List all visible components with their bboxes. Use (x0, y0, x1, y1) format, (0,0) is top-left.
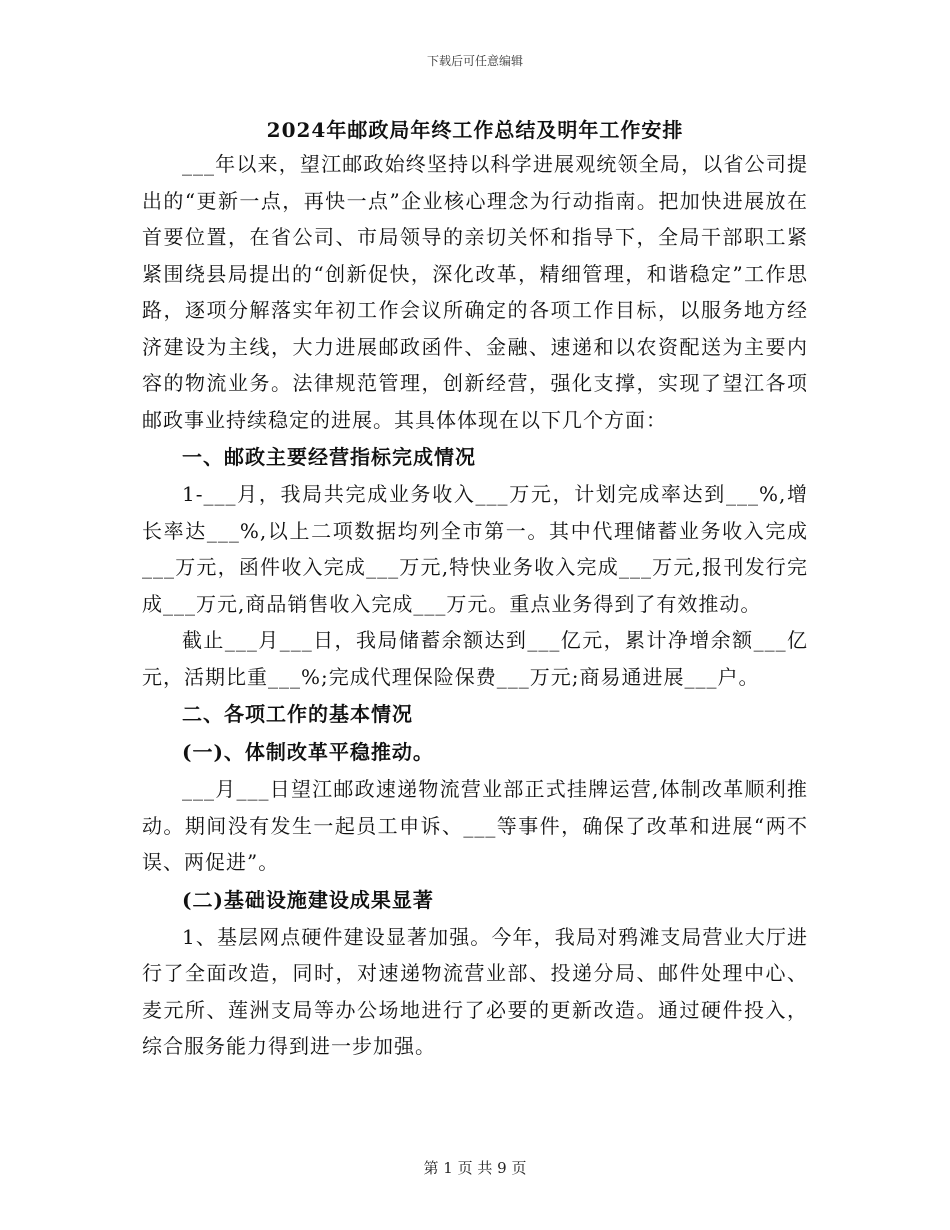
subsection-2-heading: (二)基础设施建设成果显著 (182, 887, 434, 912)
subsection-1-heading: (一)、体制改革平稳推动。 (182, 740, 434, 764)
subsection-2-paragraph: 1、基层网点硬件建设显著加强。今年，我局对鸦滩支局营业大厅进行了全面改造，同时，对速递物流营业部、投递分局、邮件处理中心、麦元所、莲洲支局等办公场地进行了必要的更新改造。通过硬件投入，综合服务能力得到进一步加强。 (142, 924, 808, 1058)
section-1-paragraph-1: 1-___月，我局共完成业务收入___万元，计划完成率达到___%,增长率达___%,以上二项数据均列全市第一。其中代理储蓄业务收入完成___万元，函件收入完成___万元,特快业务收入完成___万元,报刊发行完成___万元,商品销售收入完成___万元。重点业务得到了有效推动。 (142, 482, 808, 616)
intro-paragraph: ___年以来，望江邮政始终坚持以科学进展观统领全局，以省公司提出的“更新一点，再快一点”企业核心理念为行动指南。把加快进展放在首要位置，在省公司、市局领导的亲切关怀和指导下，全局干部职工紧紧围绕县局提出的“创新促快，深化改革，精细管理，和谐稳定”工作思路，逐项分解落实年初工作会议所确定的各项工作目标，以服务地方经济建设为主线，大力进展邮政函件、金融、速递和以农资配送为主要内容的物流业务。法律规范管理，创新经营，强化支撑，实现了望江各项邮政事业持续稳定的进展。其具体体现在以下几个方面： (142, 152, 808, 432)
section-1-heading: 一、邮政主要经营指标完成情况 (182, 445, 476, 469)
subsection-1-paragraph: ___月___日望江邮政速递物流营业部正式挂牌运营,体制改革顺利推动。期间没有发生一起员工申诉、___等事件，确保了改革和进展“两不误、两促进”。 (142, 777, 808, 874)
document-body (142, 146, 808, 1065)
section-1-paragraph-2: 截止___月___日，我局储蓄余额达到___亿元，累计净增余额___亿元，活期比重___%;完成代理保险保费___万元;商易通进展___户。 (142, 628, 808, 689)
page-number-footer: 第 1 页 共 9 页 (423, 1159, 527, 1177)
section-2-heading: 二、各项工作的基本情况 (182, 702, 413, 726)
document-title: 2024年邮政局年终工作总结及明年工作安排 (266, 118, 684, 142)
header-note: 下载后可任意编辑 (426, 54, 523, 68)
